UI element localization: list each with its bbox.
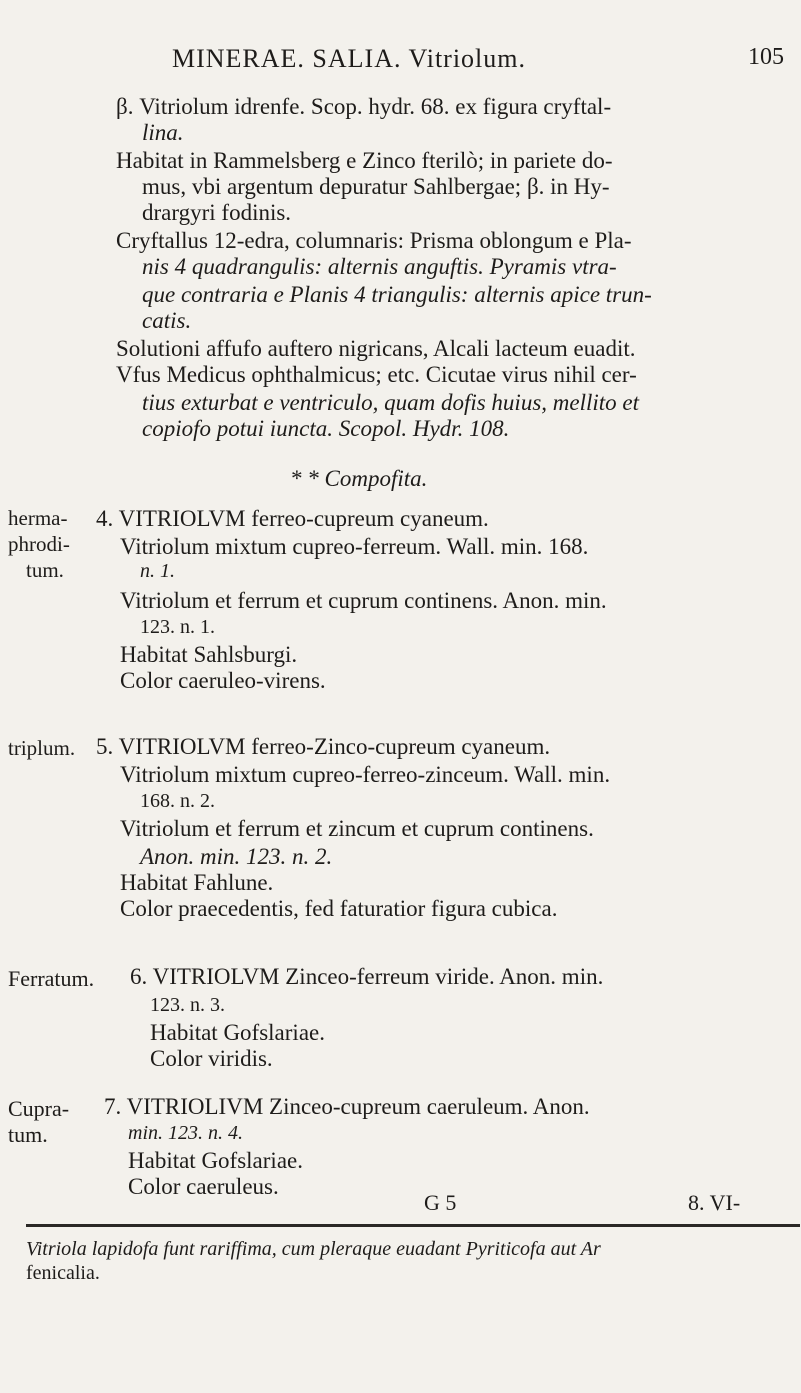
text-line: 7. VITRIOLIVM Zinceo-cupreum caeruleum. Anon. bbox=[104, 1094, 590, 1119]
text-line: drargyri fodinis. bbox=[142, 200, 292, 225]
text-line: Habitat Sahlsburgi. bbox=[120, 642, 298, 667]
text-line: Vfus Medicus ophthalmicus; etc. Cicutae virus nihil cer- bbox=[116, 362, 637, 387]
margin-note: Ferratum. bbox=[8, 966, 95, 991]
text-line: β. Vitriolum idrenfe. Scop. hydr. 68. ex figura cryftal- bbox=[116, 94, 612, 119]
text-line: 123. n. 1. bbox=[140, 616, 215, 638]
margin-note: tum. bbox=[26, 558, 64, 582]
page-number: 105 bbox=[748, 44, 784, 70]
text-line: Color praecedentis, fed faturatior figura cubica. bbox=[120, 896, 558, 921]
text-line: Habitat Fahlune. bbox=[120, 870, 274, 895]
text-line: Vitriolum mixtum cupreo-ferreo-zinceum. Wall. min. bbox=[120, 762, 611, 787]
catchword: 8. VI- bbox=[688, 1190, 741, 1215]
text-line: Solutioni affufo auftero nigricans, Alcali lacteum euadit. bbox=[116, 336, 636, 361]
section-heading: * * Compofita. bbox=[290, 466, 428, 491]
text-line: 6. VITRIOLVM Zinceo-ferreum viride. Anon. min. bbox=[130, 964, 604, 989]
text-line: copiofo potui iuncta. Scopol. Hydr. 108. bbox=[142, 416, 510, 441]
page-header bbox=[0, 44, 801, 84]
text-line: min. 123. n. 4. bbox=[128, 1122, 243, 1144]
text-line: Color caeruleo-virens. bbox=[120, 668, 326, 693]
footnote-line: Vitriola lapidofa funt rariffima, cum pleraque euadant Pyriticofa aut Ar bbox=[26, 1238, 601, 1260]
text-line: n. 1. bbox=[140, 560, 175, 582]
margin-note: Cupra- bbox=[8, 1096, 70, 1121]
text-line: Habitat Gofslariae. bbox=[128, 1148, 303, 1173]
text-line: Vitriolum et ferrum et cuprum continens. Anon. min. bbox=[120, 588, 607, 613]
text-line: Color caeruleus. bbox=[128, 1174, 279, 1199]
text-line: 4. VITRIOLVM ferreo-cupreum cyaneum. bbox=[96, 506, 489, 531]
signature-mark: G 5 bbox=[424, 1190, 457, 1215]
text-line: lina. bbox=[142, 120, 184, 145]
margin-note: herma- bbox=[8, 506, 68, 530]
text-line: Cryftallus 12-edra, columnaris: Prisma oblongum e Pla- bbox=[116, 228, 632, 253]
text-line: nis 4 quadrangulis: alternis anguftis. Pyramis vtra- bbox=[142, 254, 617, 279]
text-line: mus, vbi argentum depuratur Sahlbergae; β. in Hy- bbox=[142, 174, 610, 199]
text-line: tius exturbat e ventriculo, quam dofis huius, mellito et bbox=[142, 390, 639, 415]
text-line: que contraria e Planis 4 triangulis: alternis apice trun- bbox=[142, 282, 652, 307]
text-line: Vitriolum mixtum cupreo-ferreum. Wall. min. 168. bbox=[120, 534, 589, 559]
text-line: Habitat Gofslariae. bbox=[150, 1020, 325, 1045]
footnote-line: fenicalia. bbox=[26, 1262, 100, 1284]
text-line: 5. VITRIOLVM ferreo-Zinco-cupreum cyaneum. bbox=[96, 734, 551, 759]
text-line: Anon. min. 123. n. 2. bbox=[140, 844, 333, 869]
text-line: Vitriolum et ferrum et zincum et cuprum continens. bbox=[120, 816, 594, 841]
text-line: catis. bbox=[142, 308, 192, 333]
text-line: Habitat in Rammelsberg e Zinco fterilò; in pariete do- bbox=[116, 148, 613, 173]
text-line: Color viridis. bbox=[150, 1046, 273, 1071]
footnote-rule bbox=[26, 1224, 800, 1227]
margin-note: triplum. bbox=[8, 736, 76, 760]
margin-note: phrodi- bbox=[8, 532, 70, 556]
running-title: MINERAE. SALIA. Vitriolum. bbox=[172, 44, 527, 73]
text-line: 168. n. 2. bbox=[140, 790, 215, 812]
text-line: 123. n. 3. bbox=[150, 994, 225, 1016]
margin-note: tum. bbox=[8, 1122, 48, 1147]
